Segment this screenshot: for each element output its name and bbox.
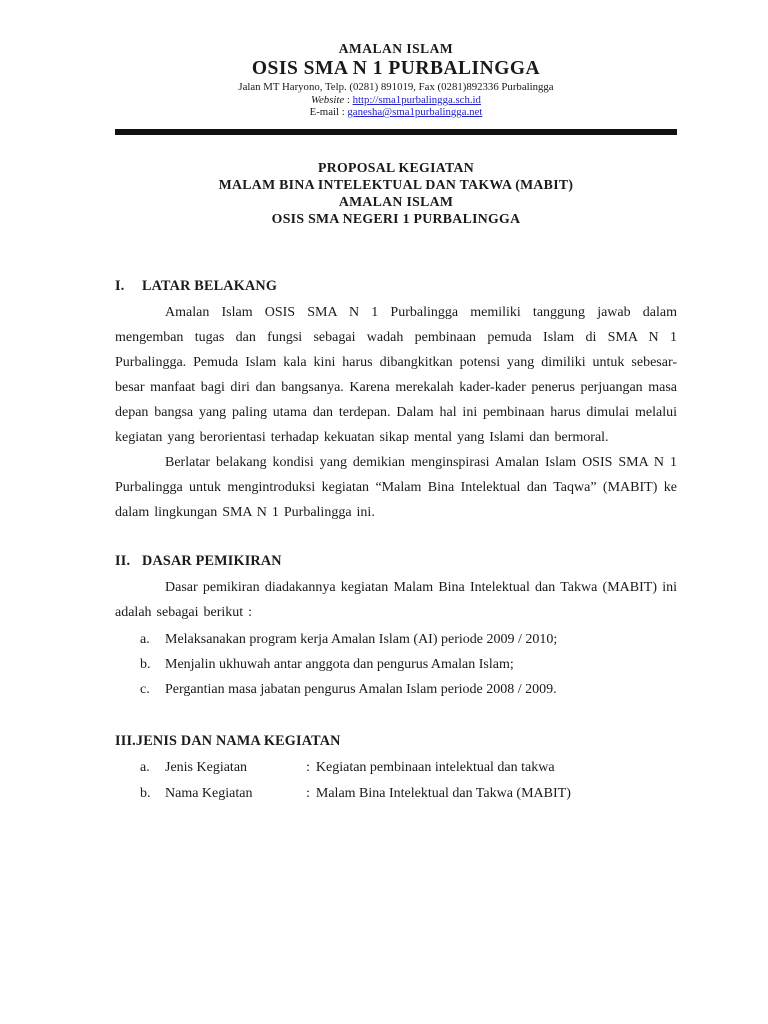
key-value-list [115, 755, 677, 806]
list-marker: c. [140, 682, 150, 697]
section-number: I. [115, 278, 125, 294]
document-title [115, 159, 677, 227]
kv-label: Jenis Kegiatan [165, 760, 248, 775]
list-item [115, 755, 677, 781]
school-name: OSIS SMA N 1 PURBALINGGA [251, 58, 541, 79]
list-item [115, 652, 677, 677]
list-item [115, 781, 677, 807]
section-heading [115, 552, 677, 570]
website-label: Website [311, 94, 345, 106]
section-jenis-dan-nama-kegiatan [115, 732, 677, 806]
lettered-list [115, 627, 677, 702]
section-heading [115, 732, 677, 750]
paragraph: Berlatar belakang kondisi yang demikian menginspirasi Amalan Islam OSIS SMA N 1 Purbalingga untuk mengintroduksi kegiatan “Malam Bina Intelektual dan Taqwa” (MABIT) ke dalam lingkungan SMA N 1 Purbalingga ini. [115, 455, 677, 520]
section-number: III. [115, 733, 136, 749]
website-separator: : [344, 94, 353, 106]
paragraph: Amalan Islam OSIS SMA N 1 Purbalingga memiliki tanggung jawab dalam mengemban tugas dan fungsi sebagai wadah pembinaan pemuda Islam di SMA N 1 Purbalingga. Pemuda Islam kala kini harus dibangkitkan potensi yang dimiliki untuk sebesar-besar manfaat bagi diri dan bangsanya. Karena merekalah kader-kader penerus perjuangan masa depan bangsa yang paling utama dan terdepan. Dalam hal ini pembinaan harus dimulai melalui kegiatan yang berorientasi terhadap kekuatan sikap mental yang Islami dan bermoral. [115, 305, 677, 445]
kv-value: Kegiatan pembinaan intelektual dan takwa [315, 760, 555, 775]
kv-separator: : [306, 785, 310, 801]
title-line-1: PROPOSAL KEGIATAN [318, 160, 474, 175]
paragraph: Dasar pemikiran diadakannya kegiatan Malam Bina Intelektual dan Takwa (MABIT) ini adalah sebagai berikut : [115, 580, 677, 620]
list-item-text: Menjalin ukhuwah antar anggota dan pengurus Amalan Islam; [165, 657, 514, 672]
list-item-text: Pergantian masa jabatan pengurus Amalan Islam periode 2008 / 2009. [165, 682, 557, 697]
section-latar-belakang [115, 277, 677, 525]
website-link[interactable]: http://sma1purbalingga.sch.id [352, 94, 481, 106]
email-label: E-mail [309, 106, 339, 118]
list-marker: a. [140, 632, 150, 647]
list-marker: a. [140, 760, 150, 775]
letterhead-divider-rule [115, 129, 677, 135]
kv-value: Malam Bina Intelektual dan Takwa (MABIT) [315, 785, 571, 801]
list-item [115, 677, 677, 702]
email-link[interactable]: ganesha@sma1purbalingga.net [347, 106, 483, 118]
address-line: Jalan MT Haryono, Telp. (0281) 891019, Fax (0281)892336 Purbalingga [238, 81, 554, 93]
section-heading-text: LATAR BELAKANG [142, 278, 278, 294]
title-line-4: OSIS SMA NEGERI 1 PURBALINGGA [271, 211, 521, 226]
kv-separator: : [306, 760, 310, 775]
section-number: II. [115, 553, 131, 569]
list-marker: b. [140, 785, 151, 801]
section-heading-text: DASAR PEMIKIRAN [142, 553, 282, 569]
organization-name: AMALAN ISLAM [338, 41, 454, 56]
email-separator: : [339, 106, 348, 118]
title-line-3: AMALAN ISLAM [338, 194, 454, 209]
list-marker: b. [140, 657, 151, 672]
section-dasar-pemikiran [115, 552, 677, 702]
title-line-2: MALAM BINA INTELEKTUAL DAN TAKWA (MABIT) [218, 177, 574, 192]
email-line [115, 106, 677, 118]
kv-label: Nama Kegiatan [165, 785, 253, 801]
section-heading [115, 277, 677, 295]
list-item [115, 627, 677, 652]
website-line [115, 94, 677, 106]
letterhead [115, 40, 677, 135]
section-heading-text: JENIS DAN NAMA KEGIATAN [135, 733, 341, 749]
list-item-text: Melaksanakan program kerja Amalan Islam (AI) periode 2009 / 2010; [165, 632, 558, 647]
